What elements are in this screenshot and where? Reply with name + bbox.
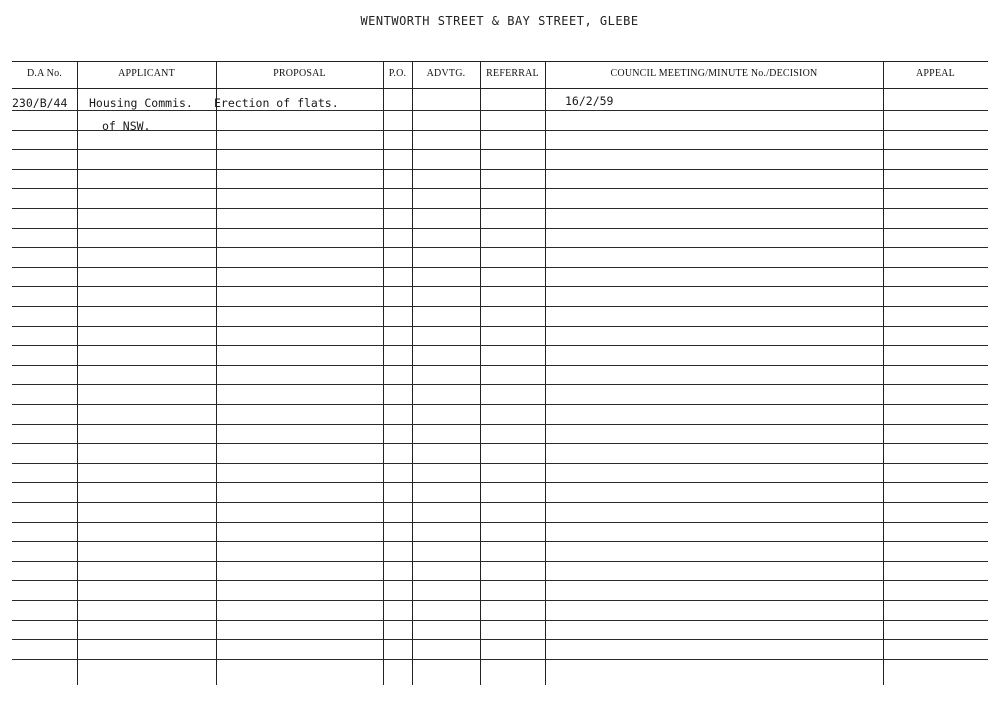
ruled-row-line (12, 188, 988, 189)
ruled-row-line (12, 502, 988, 503)
header-referral: REFERRAL (486, 68, 539, 79)
ruled-row-line (12, 208, 988, 209)
ruled-row-line (12, 267, 988, 268)
ruled-row-line (12, 541, 988, 542)
ruled-row-line (12, 326, 988, 327)
entry-applicant: Housing Commis. (89, 96, 193, 110)
header-council-decision: COUNCIL MEETING/MINUTE No./DECISION (610, 68, 818, 79)
ruled-row-line (12, 384, 988, 385)
ruled-row-line (12, 247, 988, 248)
ruled-row-line (12, 228, 988, 229)
ruled-row-line (12, 482, 988, 483)
column-divider (545, 61, 546, 685)
ruled-row-line (12, 365, 988, 366)
ruled-row-line (12, 424, 988, 425)
ruled-row-line (12, 580, 988, 581)
column-divider (412, 61, 413, 685)
ruled-row-line (12, 639, 988, 640)
column-divider (883, 61, 884, 685)
ruled-row-line (12, 306, 988, 307)
entry-proposal: Erection of flats. (214, 96, 339, 110)
header-da-no: D.A No. (26, 68, 62, 79)
header-applicant: APPLICANT (118, 68, 175, 79)
ruled-row-line (12, 110, 988, 111)
page-title: WENTWORTH STREET & BAY STREET, GLEBE (360, 14, 639, 28)
column-divider (480, 61, 481, 685)
ruled-row-line (12, 443, 988, 444)
header-po: P.O. (388, 68, 407, 79)
ruled-row-line (12, 600, 988, 601)
ruled-row-line (12, 463, 988, 464)
ruled-row-line (12, 286, 988, 287)
ruled-row-line (12, 659, 988, 660)
ruled-row-line (12, 169, 988, 170)
table-top-rule (12, 61, 988, 62)
header-advtg: ADVTG. (426, 68, 466, 79)
ruled-row-line (12, 561, 988, 562)
column-divider (383, 61, 384, 685)
ruled-row-line (12, 345, 988, 346)
header-bottom-rule (12, 88, 988, 89)
entry-applicant-cont: of NSW. (102, 119, 151, 133)
ruled-row-line (12, 620, 988, 621)
header-proposal: PROPOSAL (273, 68, 326, 79)
ruled-row-line (12, 522, 988, 523)
entry-decision-date: 16/2/59 (565, 94, 614, 108)
ruled-row-line (12, 404, 988, 405)
ruled-row-line (12, 130, 988, 131)
header-appeal: APPEAL (916, 68, 955, 79)
ruled-row-line (12, 149, 988, 150)
register-table (12, 61, 988, 685)
entry-da-no: 230/B/44 (12, 96, 68, 110)
column-divider (216, 61, 217, 685)
column-divider (77, 61, 78, 685)
